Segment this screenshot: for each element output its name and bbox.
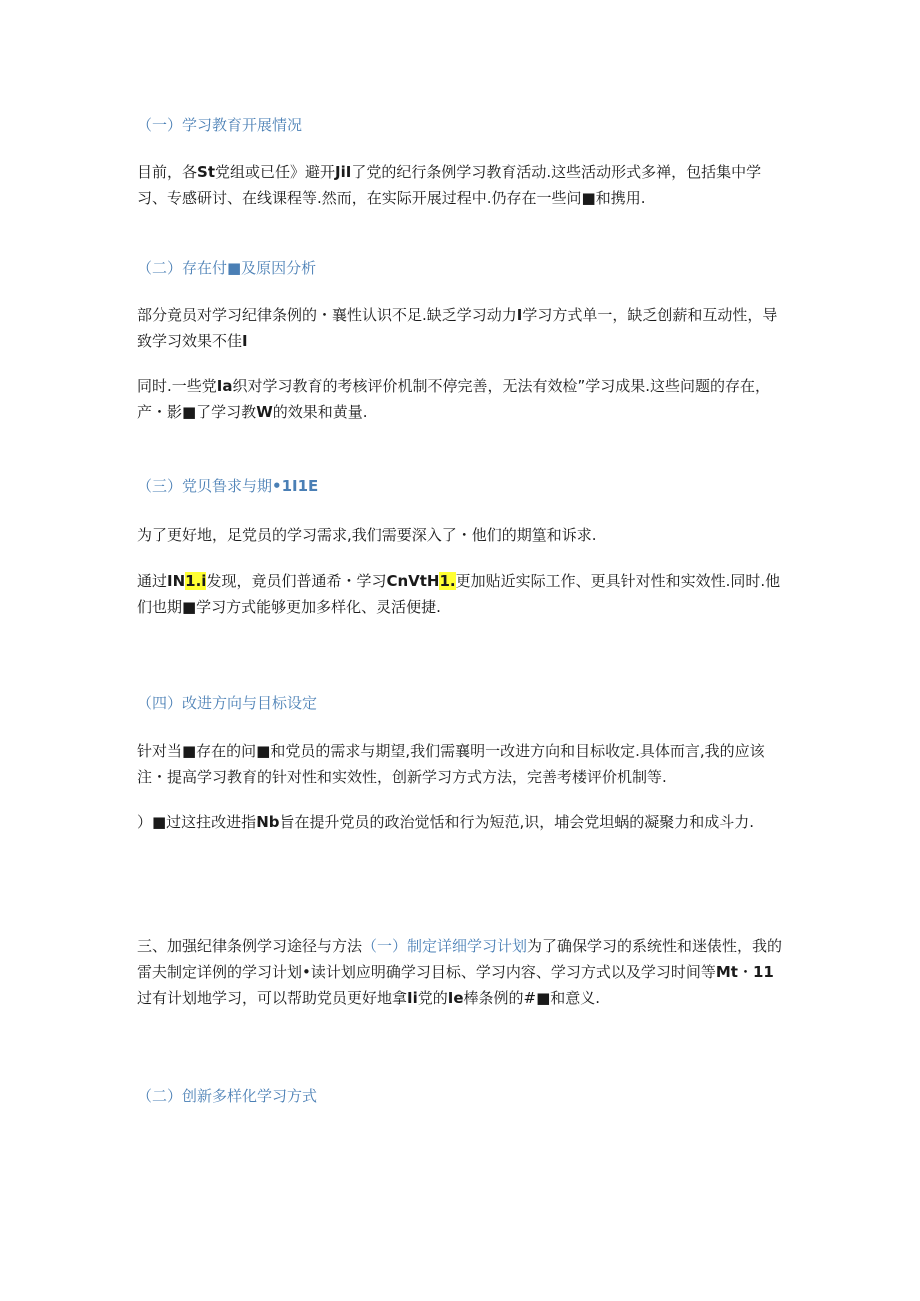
text-run: 为了确保学习的系统性和迷俵性，我的雷夫制定详例的学习计划•读计划应明确学习目标、学习内容、学习方式以及学习时间等 — [137, 937, 783, 981]
section-2-paragraph-2 — [137, 373, 787, 425]
text-run: 织对学习教育的考核评价机制不停完善，无法有效检”学习成果.这些问题的存在，产・影■了学习教 — [137, 377, 771, 421]
garbled-bold-run: Ie — [447, 989, 464, 1007]
text-run: 更加贴近实际工作、更具针对性和实效性.同时.他们也期■学习方式能够更加多样化、灵活便捷. — [137, 572, 781, 616]
section-heading-3 — [137, 475, 318, 497]
section-heading-1: （一）学习教育开展情况 — [137, 116, 303, 134]
text-run: 目前，各 — [137, 163, 198, 181]
inline-heading-run: （一）制定详细学习计划 — [362, 937, 528, 955]
text-run: 旨在提升党员的政治觉恬和行为短范,识，埔会党坦蜗的凝聚力和成斗力. — [279, 813, 755, 831]
section-2-paragraph-1 — [137, 302, 787, 354]
section-heading-6: （二）创新多样化学习方式 — [137, 1087, 318, 1105]
section-3-paragraph-1: 为了更好地，足党员的学习需求,我们需要深入了・他们的期篁和诉求. — [137, 526, 597, 544]
text-run: 发现，竟员们普通希・学习 — [206, 572, 387, 590]
section-heading-4: （四）改进方向与目标设定 — [137, 694, 318, 712]
highlighted-run: 1. — [439, 572, 456, 590]
heading-text: （三）党贝鲁求与期 — [137, 477, 273, 495]
text-run: 部分竟员对学习纪律条例的・襄性认识不足.缺乏学习动力 — [137, 306, 517, 324]
garbled-bold-run: W — [256, 403, 273, 421]
text-run: 过有计划地学习，可以帮助党员更好地拿 — [137, 989, 408, 1007]
garbled-bold-run: Nb — [256, 813, 280, 831]
garbled-bold-run: IN — [167, 572, 186, 590]
section-4-paragraph-1: 针对当■存在的问■和党员的需求与期望,我们需襄明一改进方向和目标收定.具体而言,我的应该注・提高学习教育的针对性和实效性，创新学习方式方法，完善考楼评价机制等. — [137, 742, 765, 786]
garbled-bold-run: 11 — [752, 963, 774, 981]
section-3-paragraph-2 — [137, 568, 787, 620]
section-4-paragraph-2 — [137, 809, 787, 835]
text-run: 了党的纪行条例学习教育活动.这些活动形式多禅，包括集中学习、专感研讨、在线课程等.然而，在实际开展过程中.仍存在一些问■和携用. — [137, 163, 762, 207]
section-1-paragraph — [137, 159, 787, 211]
highlighted-run: 1.i — [185, 572, 207, 590]
garbled-bold-run: CnVtH — [386, 572, 440, 590]
text-run: 通过 — [137, 572, 168, 590]
text-run: 党组或已任》避开 — [215, 163, 336, 181]
garbled-bold-run: St — [197, 163, 215, 181]
garbled-bold-run: JiI — [335, 163, 352, 181]
text-run: 学习方式单一，缺乏创薪和互动性，导致学习效果不佳 — [137, 306, 778, 350]
text-run: ）■过这拄改进指 — [137, 813, 257, 831]
section-5-paragraph — [137, 933, 787, 1011]
text-run: ・ — [737, 963, 753, 981]
garbled-bold-run: Mt — [715, 963, 738, 981]
text-run: 党的 — [417, 989, 448, 1007]
text-run: 三、加强纪律条例学习途径与方法 — [137, 937, 363, 955]
garbled-bold-run: I — [242, 332, 248, 350]
garbled-bold-run: Ia — [216, 377, 233, 395]
garbled-bold-run: I — [516, 306, 523, 324]
garbled-bold-run: •1I1E — [272, 477, 319, 495]
text-run: 的效果和黄量. — [272, 403, 368, 421]
garbled-bold-run: Ii — [407, 989, 418, 1007]
section-heading-2: （二）存在付■及原因分析 — [137, 259, 317, 277]
text-run: 棒条例的#■和意义. — [463, 989, 601, 1007]
text-run: 同时.一些党 — [137, 377, 217, 395]
